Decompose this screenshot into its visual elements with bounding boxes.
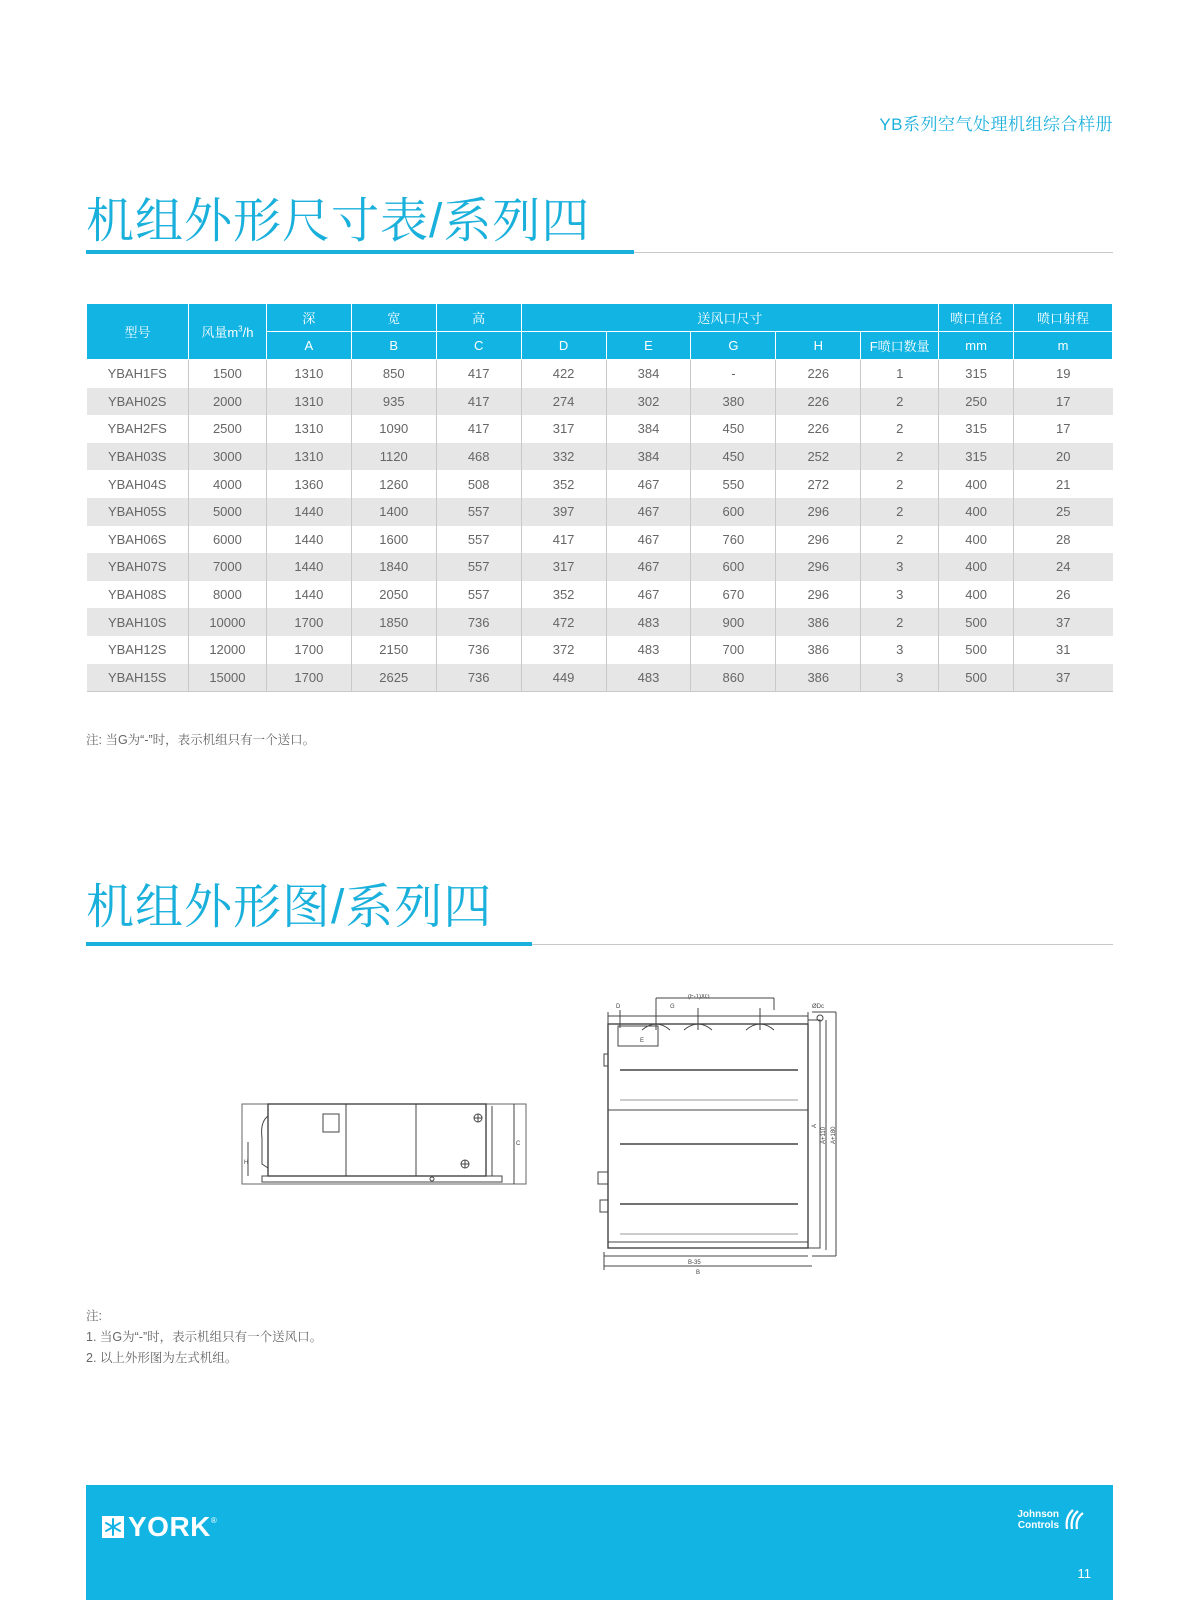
- table-cell: 467: [606, 553, 691, 581]
- footer-bar: [86, 1485, 1113, 1600]
- dim-label-b: B: [696, 1270, 701, 1276]
- dim-label-g: G: [670, 1004, 675, 1010]
- table-cell: 508: [436, 470, 521, 498]
- table-cell: 467: [606, 526, 691, 554]
- table-cell: 2050: [351, 581, 436, 609]
- table-cell: 557: [436, 581, 521, 609]
- header-depth: 深: [266, 304, 351, 332]
- table-cell: 557: [436, 553, 521, 581]
- table-cell: 1090: [351, 415, 436, 443]
- subheader-cell: D: [521, 332, 606, 360]
- table-cell: 1310: [266, 415, 351, 443]
- table-cell: 467: [606, 581, 691, 609]
- table-cell: 1440: [266, 498, 351, 526]
- table-note: 注: 当G为“-”时，表示机组只有一个送口。: [86, 733, 316, 747]
- table-cell: 3: [861, 664, 939, 692]
- table-cell: 10000: [188, 608, 266, 636]
- table-cell: 315: [939, 415, 1014, 443]
- table-cell: 386: [776, 608, 861, 636]
- table-cell: 450: [691, 415, 776, 443]
- header-nozzle-range: 喷口射程: [1014, 304, 1113, 332]
- side-view-drawing: [236, 1098, 532, 1190]
- table-cell: 317: [521, 415, 606, 443]
- table-row: [87, 581, 1113, 609]
- table-row: [87, 526, 1113, 554]
- table-cell: 296: [776, 581, 861, 609]
- table-cell: 8000: [188, 581, 266, 609]
- table-cell: 483: [606, 636, 691, 664]
- dimension-table: [86, 303, 1113, 692]
- table-cell: 1360: [266, 470, 351, 498]
- table-cell: 1700: [266, 636, 351, 664]
- table-row: [87, 470, 1113, 498]
- table-cell: 296: [776, 553, 861, 581]
- table-cell: 384: [606, 443, 691, 471]
- jc-swirl-icon: [1063, 1507, 1087, 1533]
- table-row: [87, 636, 1113, 664]
- table-cell: 2: [861, 608, 939, 636]
- table-cell: 20: [1014, 443, 1113, 471]
- subheader-cell: F喷口数量: [861, 332, 939, 360]
- table-cell: 400: [939, 553, 1014, 581]
- table-cell: 17: [1014, 388, 1113, 416]
- table-cell: 1260: [351, 470, 436, 498]
- table-cell: YBAH05S: [87, 498, 189, 526]
- table-cell: 226: [776, 360, 861, 388]
- table-cell: 670: [691, 581, 776, 609]
- table-cell: 600: [691, 553, 776, 581]
- table-cell: 2: [861, 498, 939, 526]
- table-cell: 467: [606, 470, 691, 498]
- table-cell: 226: [776, 388, 861, 416]
- table-cell: YBAH15S: [87, 664, 189, 692]
- table-cell: 226: [776, 415, 861, 443]
- table-cell: YBAH10S: [87, 608, 189, 636]
- table-cell: 467: [606, 498, 691, 526]
- table-cell: 3: [861, 581, 939, 609]
- table-cell: 352: [521, 581, 606, 609]
- table-cell: 1310: [266, 360, 351, 388]
- subheader-cell: C: [436, 332, 521, 360]
- dim-label-a110: A+110: [821, 1126, 827, 1144]
- table-cell: 1440: [266, 526, 351, 554]
- table-cell: 1: [861, 360, 939, 388]
- table-cell: YBAH02S: [87, 388, 189, 416]
- subheader-cell: H: [776, 332, 861, 360]
- table-cell: YBAH1FS: [87, 360, 189, 388]
- table-cell: 315: [939, 443, 1014, 471]
- header-outlet-size: 送风口尺寸: [521, 304, 939, 332]
- table-cell: 2: [861, 388, 939, 416]
- table-cell: YBAH06S: [87, 526, 189, 554]
- table-cell: 296: [776, 526, 861, 554]
- table-cell: 252: [776, 443, 861, 471]
- table-cell: 450: [691, 443, 776, 471]
- subheader-cell: m: [1014, 332, 1113, 360]
- table-cell: 2150: [351, 636, 436, 664]
- table-cell: 468: [436, 443, 521, 471]
- table-cell: 302: [606, 388, 691, 416]
- table-cell: YBAH12S: [87, 636, 189, 664]
- header-model: 型号: [87, 304, 189, 360]
- dim-label-b35: B-35: [688, 1260, 701, 1266]
- table-cell: 1500: [188, 360, 266, 388]
- title-accent-bar: [86, 942, 532, 946]
- dim-label-h: H: [244, 1160, 249, 1166]
- subheader-cell: A: [266, 332, 351, 360]
- table-row: [87, 443, 1113, 471]
- table-cell: 5000: [188, 498, 266, 526]
- table-cell: 449: [521, 664, 606, 692]
- table-cell: 417: [436, 415, 521, 443]
- table-cell: 736: [436, 636, 521, 664]
- table-cell: 550: [691, 470, 776, 498]
- dim-label-e: E: [640, 1038, 645, 1044]
- table-cell: 2625: [351, 664, 436, 692]
- table-cell: YBAH2FS: [87, 415, 189, 443]
- table-cell: 850: [351, 360, 436, 388]
- table-cell: 1600: [351, 526, 436, 554]
- subheader-cell: G: [691, 332, 776, 360]
- table-cell: 274: [521, 388, 606, 416]
- table-cell: 25: [1014, 498, 1113, 526]
- drawing-notes: [86, 1306, 322, 1369]
- table-row: [87, 553, 1113, 581]
- table-cell: 500: [939, 636, 1014, 664]
- table-cell: 557: [436, 498, 521, 526]
- johnson-controls-logo: [1017, 1507, 1087, 1533]
- note-item: 2. 以上外形图为左式机组。: [86, 1351, 238, 1365]
- table-row: [87, 388, 1113, 416]
- subheader-cell: mm: [939, 332, 1014, 360]
- table-row: [87, 498, 1113, 526]
- table-cell: 1850: [351, 608, 436, 636]
- table-cell: 352: [521, 470, 606, 498]
- table-cell: 26: [1056, 587, 1071, 603]
- table-cell: 935: [351, 388, 436, 416]
- table-cell: 2: [861, 470, 939, 498]
- table-cell: 272: [776, 470, 861, 498]
- partner-line-1: Johnson: [1017, 1509, 1059, 1520]
- table-cell: 417: [436, 360, 521, 388]
- table-cell: 384: [606, 415, 691, 443]
- table-cell: 2500: [188, 415, 266, 443]
- table-cell: 400: [939, 498, 1014, 526]
- table-body: [87, 360, 1113, 692]
- table-cell: 400: [939, 526, 1014, 554]
- table-cell: 760: [691, 526, 776, 554]
- table-cell: 19: [1056, 366, 1071, 382]
- york-logo: [102, 1511, 217, 1543]
- table-cell: 3000: [188, 443, 266, 471]
- table-cell: 417: [436, 388, 521, 416]
- table-cell: 21: [1056, 476, 1071, 492]
- table-cell: 17: [1056, 421, 1071, 437]
- dim-label-c: C: [516, 1141, 521, 1147]
- table-cell: 472: [521, 608, 606, 636]
- table-cell: 2: [861, 415, 939, 443]
- table-cell: 557: [436, 526, 521, 554]
- brand-name: YORK: [128, 1511, 211, 1542]
- table-cell: 1700: [266, 664, 351, 692]
- notes-heading: 注:: [86, 1309, 102, 1323]
- page-number: 11: [1077, 1566, 1091, 1581]
- table-cell: 1700: [266, 608, 351, 636]
- table-cell: 397: [521, 498, 606, 526]
- table-cell: 3: [861, 636, 939, 664]
- table-cell: 296: [776, 498, 861, 526]
- table-cell: 7000: [188, 553, 266, 581]
- table-cell: 24: [1014, 553, 1113, 581]
- table-cell: YBAH07S: [87, 553, 189, 581]
- header-airflow: 风量$m^3/h$: [188, 304, 266, 360]
- table-row: [87, 664, 1113, 692]
- section-title-dimensions: 机组外形尺寸表/系列四: [86, 195, 591, 248]
- table-cell: 372: [521, 636, 606, 664]
- table-row: [87, 608, 1113, 636]
- table-cell: 417: [521, 526, 606, 554]
- table-cell: 1120: [351, 443, 436, 471]
- table-header-row: [87, 304, 1113, 332]
- registered-mark: ®: [210, 1515, 217, 1525]
- dim-label-a180: A+180: [831, 1126, 837, 1144]
- table-cell: 1440: [266, 581, 351, 609]
- table-cell: YBAH03S: [87, 443, 189, 471]
- table-cell: 384: [606, 360, 691, 388]
- table-cell: 736: [436, 608, 521, 636]
- table-cell: 37: [1014, 608, 1113, 636]
- header-height: 高: [436, 304, 521, 332]
- table-cell: 317: [521, 553, 606, 581]
- table-cell: 386: [776, 664, 861, 692]
- subheader-cell: E: [606, 332, 691, 360]
- table-cell: 15000: [188, 664, 266, 692]
- section-title-drawing: 机组外形图/系列四: [86, 881, 493, 934]
- table-cell: 250: [939, 388, 1014, 416]
- table-cell: 1440: [266, 553, 351, 581]
- table-row: [87, 415, 1113, 443]
- table-cell: -: [691, 360, 776, 388]
- table-cell: 900: [691, 608, 776, 636]
- table-cell: 736: [436, 664, 521, 692]
- note-item: 1. 当G为“-”时，表示机组只有一个送风口。: [86, 1330, 323, 1344]
- table-cell: 400: [939, 470, 1014, 498]
- table-row: [87, 360, 1113, 388]
- table-cell: 700: [691, 636, 776, 664]
- table-cell: 1400: [351, 498, 436, 526]
- table-cell: 2: [861, 526, 939, 554]
- partner-line-2: Controls: [1017, 1520, 1059, 1531]
- header-nozzle-diameter: 喷口直径: [939, 304, 1014, 332]
- table-cell: 380: [691, 388, 776, 416]
- table-cell: 422: [521, 360, 606, 388]
- table-cell: 6000: [188, 526, 266, 554]
- table-cell: 37: [1014, 664, 1113, 692]
- table-cell: 500: [939, 664, 1014, 692]
- table-cell: 4000: [188, 470, 266, 498]
- table-cell: 2: [861, 443, 939, 471]
- table-cell: 1310: [266, 443, 351, 471]
- title-accent-bar: [86, 250, 634, 254]
- table-cell: 860: [691, 664, 776, 692]
- snowflake-icon: [102, 1516, 124, 1538]
- table-cell: 3: [861, 553, 939, 581]
- table-cell: 2000: [188, 388, 266, 416]
- dim-label-d: D: [616, 1004, 621, 1010]
- table-cell: 28: [1056, 531, 1071, 547]
- subheader-cell: B: [351, 332, 436, 360]
- table-cell: 386: [776, 636, 861, 664]
- table-cell: 483: [606, 664, 691, 692]
- table-cell: 1840: [351, 553, 436, 581]
- table-cell: 315: [939, 360, 1014, 388]
- front-view-drawing: [590, 994, 860, 1282]
- table-cell: 31: [1056, 642, 1071, 658]
- table-cell: YBAH04S: [87, 470, 189, 498]
- dim-label-fg: (F-1)XG: [688, 994, 710, 1000]
- catalog-title: YB系列空气处理机组综合样册: [879, 115, 1113, 134]
- dim-label-a: A: [812, 1123, 818, 1128]
- table-cell: 1310: [266, 388, 351, 416]
- table-cell: 400: [939, 581, 1014, 609]
- table-cell: YBAH08S: [87, 581, 189, 609]
- header-width: 宽: [351, 304, 436, 332]
- table-cell: 12000: [188, 636, 266, 664]
- table-cell: 500: [939, 608, 1014, 636]
- dim-label-dc: ØDc: [812, 1004, 824, 1010]
- table-cell: 600: [691, 498, 776, 526]
- table-cell: 332: [521, 443, 606, 471]
- table-cell: 483: [606, 608, 691, 636]
